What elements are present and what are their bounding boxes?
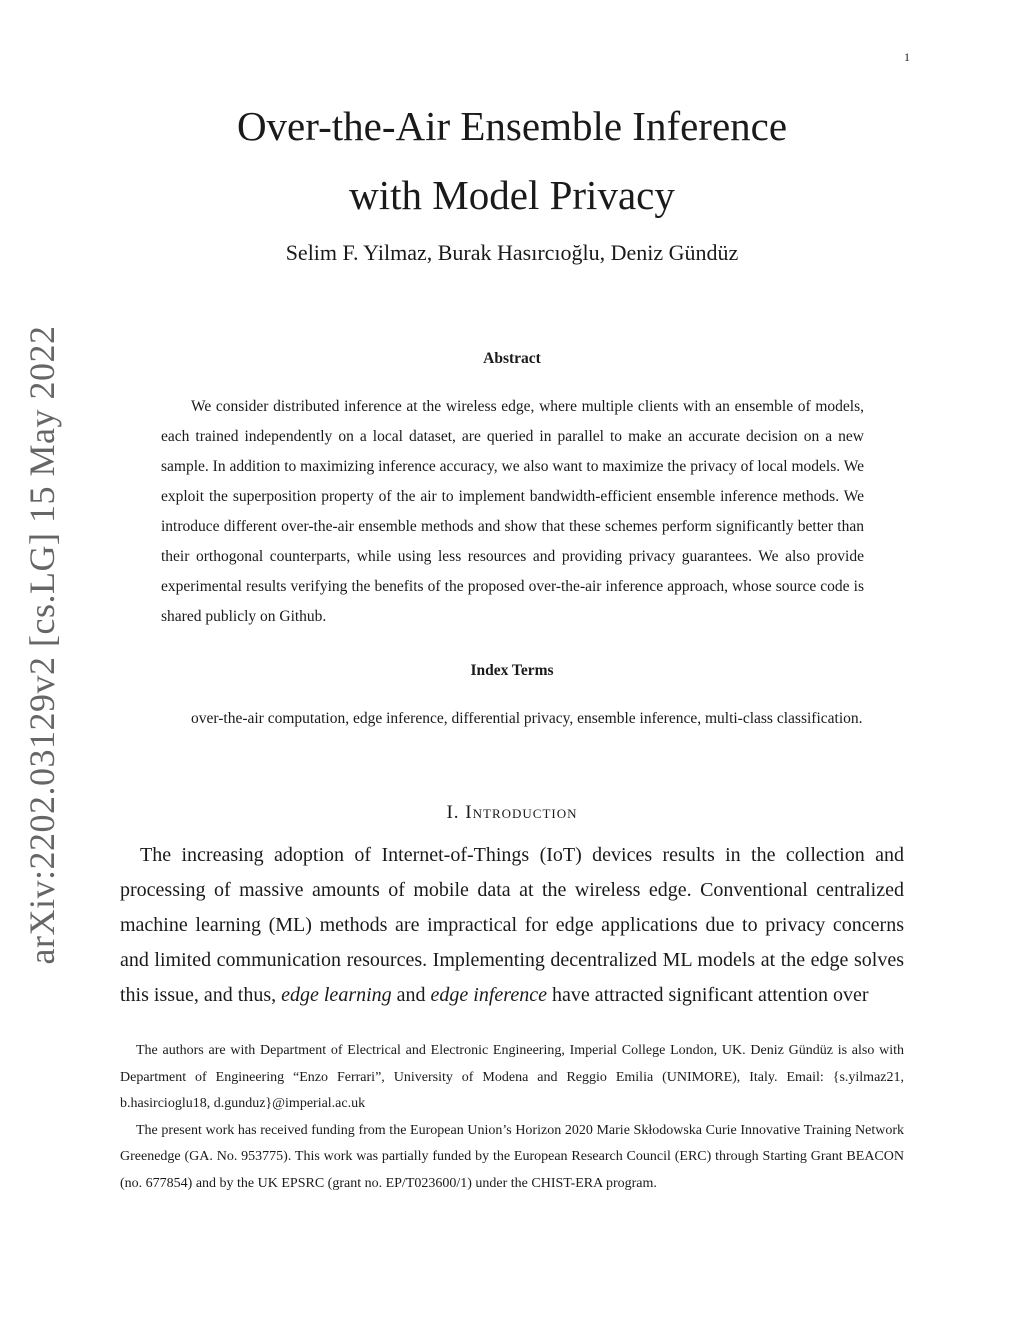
intro-emphasis-edge-inference: edge inference bbox=[430, 984, 547, 1006]
intro-emphasis-edge-learning: edge learning bbox=[281, 984, 392, 1006]
arxiv-identifier-stamp: arXiv:2202.03129v2 [cs.LG] 15 May 2022 bbox=[22, 325, 62, 965]
author-list: Selim F. Yilmaz, Burak Hasırcıoğlu, Deniz Gündüz bbox=[285, 240, 739, 265]
abstract-heading: Abstract bbox=[483, 350, 541, 367]
footnote-funding: The present work has received funding from the European Union’s Horizon 2020 Marie Skłodowska Curie Innovative Training Network Greenedge (GA. No. 953775). This work was partially funded by the European Research Council (ERC) through Starting Grant BEACON (no. 677854) and by the UK EPSRC (grant no. EP/T023600/1) under the CHIST-ERA program. bbox=[120, 1122, 904, 1191]
introduction-paragraph bbox=[120, 838, 904, 1013]
abstract-text: We consider distributed inference at the wireless edge, where multiple clients with an ensemble of models, each trained independently on a local dataset, are queried in parallel to make an accurate decision on a new sample. In addition to maximizing inference accuracy, we also want to maximize the privacy of local models. We exploit the superposition property of the air to implement bandwidth-efficient ensemble inference methods. We introduce different over-the-air ensemble methods and show that these schemes perform significantly better than their orthogonal counterparts, while using less resources and providing privacy guarantees. We also provide experimental results verifying the benefits of the proposed over-the-air inference approach, whose source code is shared publicly on Github. bbox=[161, 398, 864, 625]
paper-title-line-2: with Model Privacy bbox=[349, 172, 675, 218]
intro-text-part-3: have attracted significant attention over bbox=[546, 984, 869, 1006]
section-title: Introduction bbox=[465, 802, 578, 823]
index-terms-heading: Index Terms bbox=[470, 662, 554, 679]
index-terms-text: over-the-air computation, edge inference, differential privacy, ensemble inference, multi-class classification. bbox=[191, 710, 863, 727]
paper-title bbox=[0, 92, 1024, 230]
intro-text-part-2: and bbox=[391, 984, 431, 1006]
introduction-section-heading bbox=[0, 802, 1024, 824]
intro-text-part-1: The increasing adoption of Internet-of-Things (IoT) devices results in the collection and processing of massive amounts of mobile data at the wireless edge. Conventional centralized machine learning (ML) methods are impractical for edge applications due to privacy concerns and limited communication resources. Implementing decentralized ML models at the edge solves this issue, and thus, bbox=[120, 844, 904, 1006]
paper-title-line-1: Over-the-Air Ensemble Inference bbox=[236, 103, 788, 149]
footnote-affiliation: The authors are with Department of Electrical and Electronic Engineering, Imperial College London, UK. Deniz Gündüz is also with Department of Engineering “Enzo Ferrari”, University of Modena and Reggio Emilia (UNIMORE), Italy. Email: {s.yilmaz21, b.hasircioglu18, d.gunduz}@imperial.ac.uk bbox=[120, 1043, 904, 1111]
section-number: I. bbox=[446, 802, 460, 823]
page-number: 1 bbox=[904, 50, 910, 64]
footnotes bbox=[120, 1038, 904, 1197]
